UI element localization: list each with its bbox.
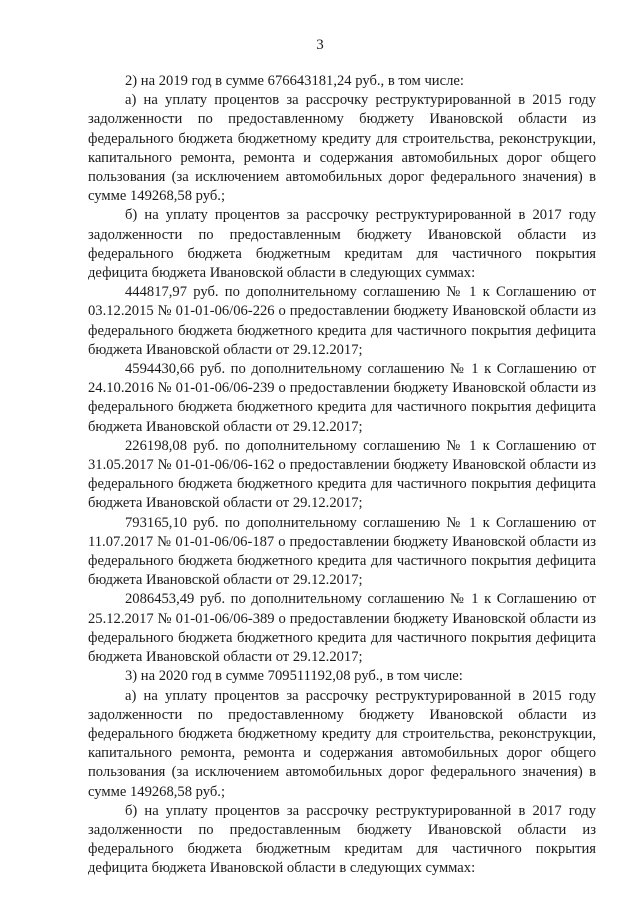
paragraph-2019-a: а) на уплату процентов за рассрочку реструктурированной в 2015 году задолженности по предоставленному бюджету Ивановской области из федерального бюджета бюджетному кредиту для строительства, реконструкции, капитального ремонта, ремонта и содержания автомобильных дорог общего пользования (за исключением автомобильных дорог федерального значения) в сумме 149268,58 руб.; bbox=[88, 92, 596, 205]
document-body bbox=[88, 72, 596, 879]
page-number: 3 bbox=[316, 37, 324, 53]
paragraph-2020-a: а) на уплату процентов за рассрочку реструктурированной в 2015 году задолженности по предоставленному бюджету Ивановской области из федерального бюджета бюджетному кредиту для строительства, реконструкции, капитального ремонта, ремонта и содержания автомобильных дорог общего пользования (за исключением автомобильных дорог федерального значения) в сумме 149268,58 руб.; bbox=[88, 687, 596, 800]
paragraph-2019-b-item-4: 793165,10 руб. по дополнительному соглашению № 1 к Соглашению от 11.07.2017 № 01-01-06/06-187 о предоставлении бюджету Ивановской области из федерального бюджета бюджетного кредита для частичного покрытия дефицита бюджета Ивановской области от 29.12.2017; bbox=[88, 514, 596, 589]
paragraph-2020-b: б) на уплату процентов за рассрочку реструктурированной в 2017 году задолженности по предоставленным бюджету Ивановской области из федерального бюджета бюджетным кредитам для частичного покрытия дефицита бюджета Ивановской области в следующих суммах: bbox=[88, 802, 596, 877]
paragraph-2020-total: 3) на 2020 год в сумме 709511192,08 руб., в том числе: bbox=[125, 668, 463, 685]
paragraph-2019-b: б) на уплату процентов за рассрочку реструктурированной в 2017 году задолженности по предоставленным бюджету Ивановской области из федерального бюджета бюджетным кредитам для частичного покрытия дефицита бюджета Ивановской области в следующих суммах: bbox=[88, 207, 596, 282]
paragraph-2019-b-item-5: 2086453,49 руб. по дополнительному соглашению № 1 к Соглашению от 25.12.2017 № 01-01-06/06-389 о предоставлении бюджету Ивановской области из федерального бюджета бюджетного кредита для частичного покрытия дефицита бюджета Ивановской области от 29.12.2017; bbox=[88, 591, 596, 666]
paragraph-2019-b-item-1: 444817,97 руб. по дополнительному соглашению № 1 к Соглашению от 03.12.2015 № 01-01-06/06-226 о предоставлении бюджету Ивановской области из федерального бюджета бюджетного кредита для частичного покрытия дефицита бюджета Ивановской области от 29.12.2017; bbox=[88, 284, 596, 358]
paragraph-2019-total: 2) на 2019 год в сумме 676643181,24 руб., в том числе: bbox=[125, 73, 464, 89]
paragraph-2019-b-item-2: 4594430,66 руб. по дополнительному соглашению № 1 к Соглашению от 24.10.2016 № 01-01-06/06-239 о предоставлении бюджету Ивановской области из федерального бюджета бюджетного кредита для частичного покрытия дефицита бюджета Ивановской области от 29.12.2017; bbox=[88, 361, 596, 435]
paragraph-2019-b-item-3: 226198,08 руб. по дополнительному соглашению № 1 к Соглашению от 31.05.2017 № 01-01-06/06-162 о предоставлении бюджету Ивановской области из федерального бюджета бюджетного кредита для частичного покрытия дефицита бюджета Ивановской области от 29.12.2017; bbox=[88, 437, 596, 512]
